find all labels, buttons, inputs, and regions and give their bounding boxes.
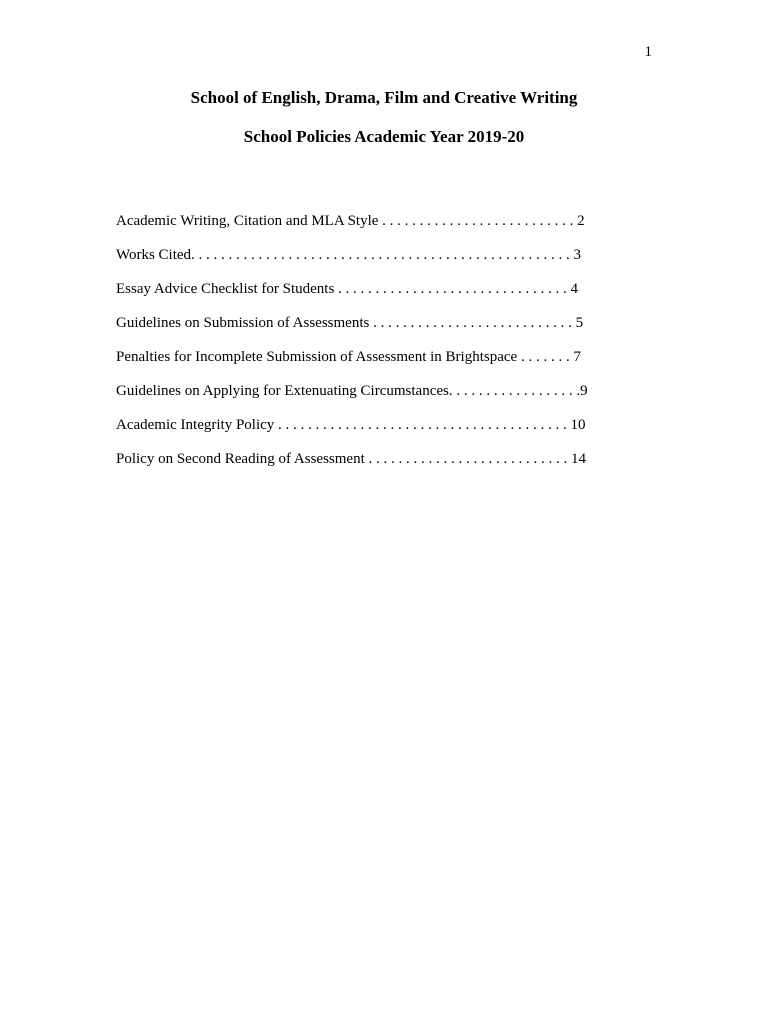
toc-entry-text: Essay Advice Checklist for Students . . . . . . . . . . . . . . . . . . . . . . . . . . . . . . . 4 [116, 281, 579, 297]
table-of-contents [116, 211, 616, 483]
toc-entry-second-reading [116, 449, 616, 483]
toc-entry-text: Guidelines on Applying for Extenuating Circumstances. . . . . . . . . . . . . . . . . .9 [116, 383, 588, 399]
toc-entry-academic-integrity [116, 415, 616, 449]
toc-entry-submission-guidelines [116, 313, 616, 347]
toc-entry-penalties [116, 347, 616, 381]
toc-entry-text: Academic Writing, Citation and MLA Style . . . . . . . . . . . . . . . . . . . . . . . . . . 2 [116, 213, 585, 229]
toc-entry-text: Penalties for Incomplete Submission of Assessment in Brightspace . . . . . . . 7 [116, 349, 581, 365]
school-title: School of English, Drama, Film and Creative Writing [190, 88, 578, 107]
toc-entry-text: Guidelines on Submission of Assessments . . . . . . . . . . . . . . . . . . . . . . . . . . . 5 [116, 315, 584, 331]
toc-entry-works-cited [116, 245, 616, 279]
policies-title: School Policies Academic Year 2019-20 [243, 127, 525, 146]
page-number: 1 [644, 44, 652, 60]
toc-entry-text: Academic Integrity Policy . . . . . . . . . . . . . . . . . . . . . . . . . . . . . . . . . . . . . . . 10 [116, 417, 586, 433]
toc-entry-extenuating-circumstances [116, 381, 616, 415]
toc-entry-text: Policy on Second Reading of Assessment . . . . . . . . . . . . . . . . . . . . . . . . . . . 14 [116, 451, 586, 467]
toc-entry-essay-advice [116, 279, 616, 313]
toc-entry-academic-writing [116, 211, 616, 245]
toc-entry-text: Works Cited. . . . . . . . . . . . . . . . . . . . . . . . . . . . . . . . . . . . . . . . . . . . . . . . . . . 3 [116, 247, 582, 263]
